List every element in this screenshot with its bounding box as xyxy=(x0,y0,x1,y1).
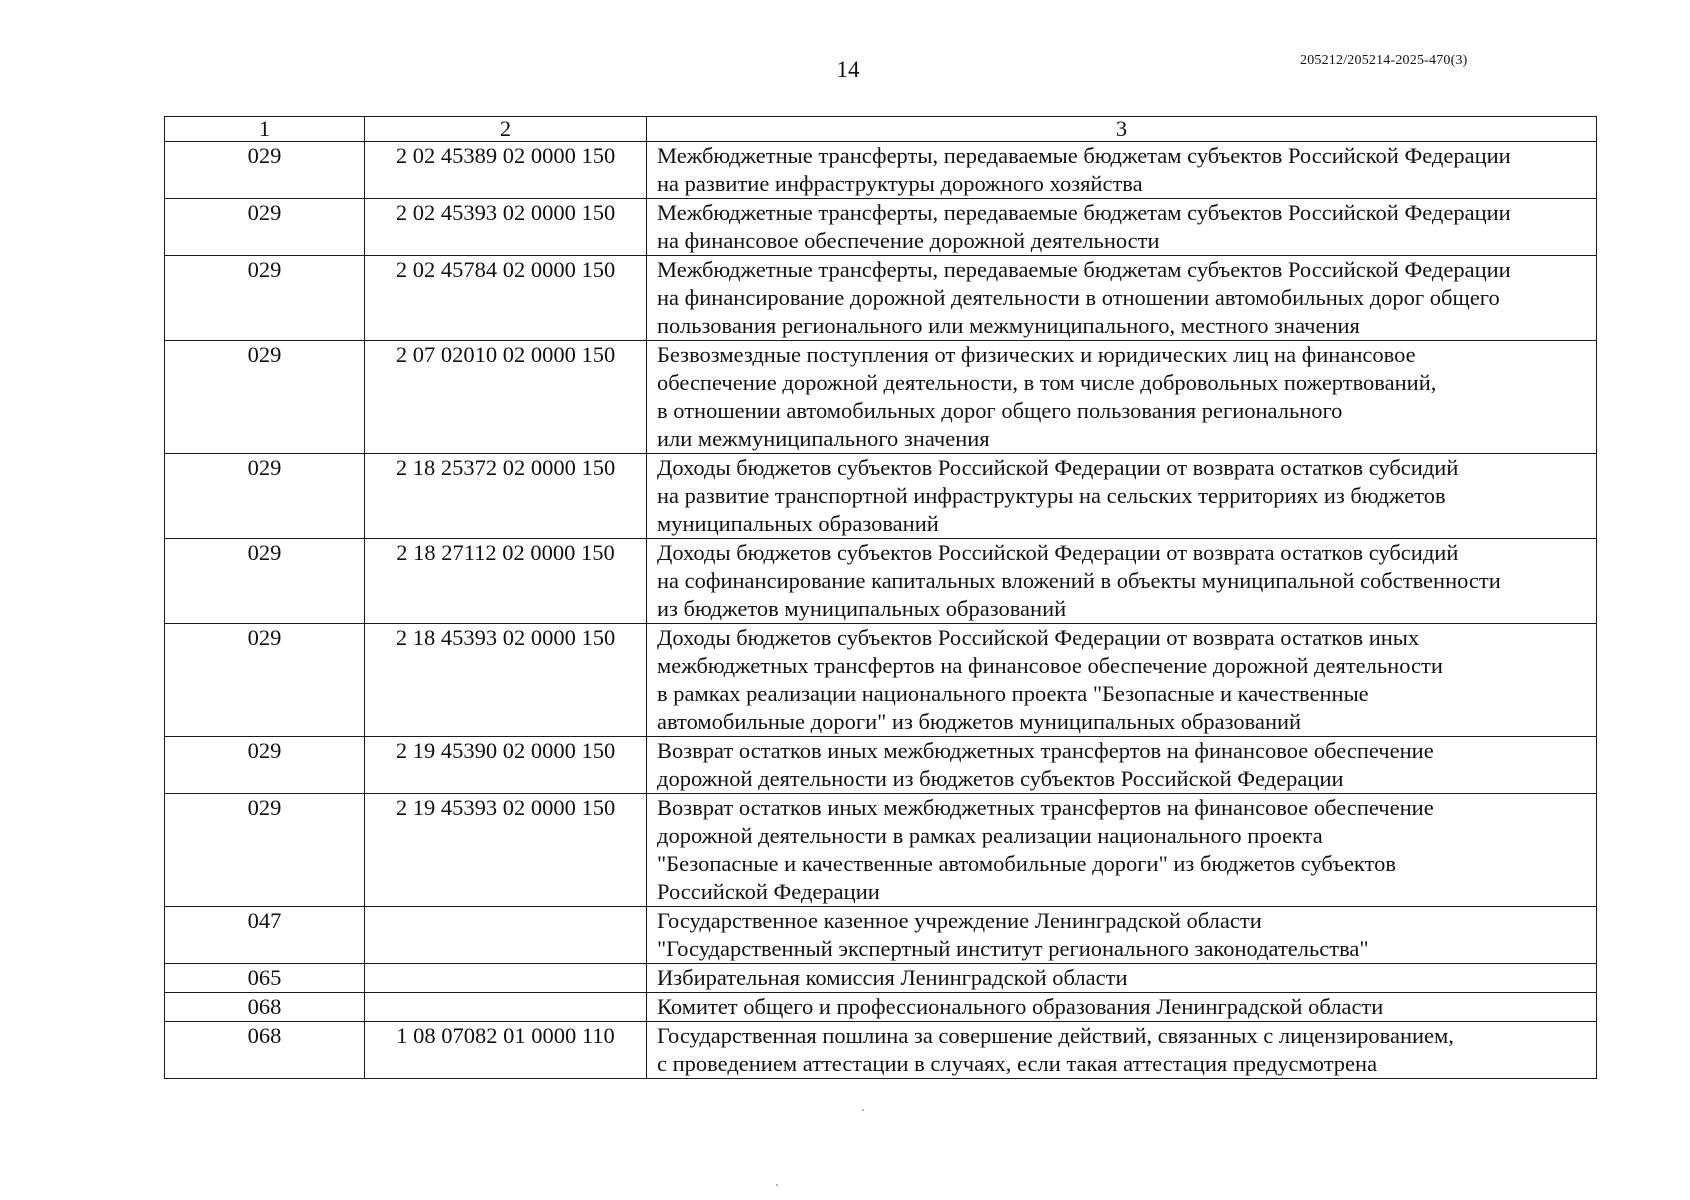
description-cell: Возврат остатков иных межбюджетных трансфертов на финансовое обеспечение дорожной деятельности в рамках реализации национального проекта "Безопасные и качественные автомобильные дороги" из бюджетов субъектов Российской Федерации xyxy=(647,794,1597,907)
admin-code-cell: 029 xyxy=(165,142,365,199)
income-code-cell xyxy=(365,993,647,1022)
column-header-2: 2 xyxy=(365,117,647,142)
table-row xyxy=(165,539,1597,624)
description-cell: Доходы бюджетов субъектов Российской Федерации от возврата остатков субсидий на софинансирование капитальных вложений в объекты муниципальной собственности из бюджетов муниципальных образований xyxy=(647,539,1597,624)
income-code-cell: 2 02 45784 02 0000 150 xyxy=(365,256,647,341)
income-code-cell xyxy=(365,907,647,964)
description-cell: Межбюджетные трансферты, передаваемые бюджетам субъектов Российской Федерации на финансовое обеспечение дорожной деятельности xyxy=(647,199,1597,256)
admin-code-cell: 029 xyxy=(165,794,365,907)
table-row xyxy=(165,1022,1597,1079)
income-code-cell: 2 19 45393 02 0000 150 xyxy=(365,794,647,907)
description-cell: Избирательная комиссия Ленинградской области xyxy=(647,964,1597,993)
description-cell: Государственная пошлина за совершение действий, связанных с лицензированием, с проведением аттестации в случаях, если такая аттестация предусмотрена xyxy=(647,1022,1597,1079)
income-code-cell: 2 18 25372 02 0000 150 xyxy=(365,454,647,539)
table-row xyxy=(165,142,1597,199)
admin-code-cell: 029 xyxy=(165,256,365,341)
description-cell: Комитет общего и профессионального образования Ленинградской области xyxy=(647,993,1597,1022)
admin-code-cell: 068 xyxy=(165,1022,365,1079)
table-row xyxy=(165,199,1597,256)
table-row xyxy=(165,794,1597,907)
income-code-cell: 2 02 45389 02 0000 150 xyxy=(365,142,647,199)
table-row xyxy=(165,907,1597,964)
income-code-cell: 2 18 45393 02 0000 150 xyxy=(365,624,647,737)
table-row xyxy=(165,993,1597,1022)
admin-code-cell: 065 xyxy=(165,964,365,993)
admin-code-cell: 068 xyxy=(165,993,365,1022)
description-cell: Возврат остатков иных межбюджетных трансфертов на финансовое обеспечение дорожной деятельности из бюджетов субъектов Российской Федерации xyxy=(647,737,1597,794)
income-codes-table xyxy=(164,116,1597,1079)
description-cell: Межбюджетные трансферты, передаваемые бюджетам субъектов Российской Федерации на финансирование дорожной деятельности в отношении автомобильных дорог общего пользования регионального или межмуниципального, местного значения xyxy=(647,256,1597,341)
description-cell: Государственное казенное учреждение Ленинградской области "Государственный экспертный институт регионального законодательства" xyxy=(647,907,1597,964)
page-number: 14 xyxy=(836,57,860,82)
admin-code-cell: 029 xyxy=(165,199,365,256)
income-code-cell: 2 07 02010 02 0000 150 xyxy=(365,341,647,454)
table-row xyxy=(165,341,1597,454)
description-cell: Межбюджетные трансферты, передаваемые бюджетам субъектов Российской Федерации на развитие инфраструктуры дорожного хозяйства xyxy=(647,142,1597,199)
admin-code-cell: 029 xyxy=(165,624,365,737)
scan-speck xyxy=(862,1109,864,1111)
income-code-cell: 1 08 07082 01 0000 110 xyxy=(365,1022,647,1079)
table-header-row xyxy=(165,117,1597,142)
scan-speck xyxy=(776,1184,778,1186)
table-body xyxy=(165,117,1597,1079)
income-code-cell xyxy=(365,964,647,993)
admin-code-cell: 029 xyxy=(165,341,365,454)
description-cell: Доходы бюджетов субъектов Российской Федерации от возврата остатков субсидий на развитие транспортной инфраструктуры на сельских территориях из бюджетов муниципальных образований xyxy=(647,454,1597,539)
table-row xyxy=(165,256,1597,341)
admin-code-cell: 029 xyxy=(165,539,365,624)
admin-code-cell: 029 xyxy=(165,737,365,794)
description-cell: Доходы бюджетов субъектов Российской Федерации от возврата остатков иных межбюджетных трансфертов на финансовое обеспечение дорожной деятельности в рамках реализации национального проекта "Безопасные и качественные автомобильные дороги" из бюджетов муниципальных образований xyxy=(647,624,1597,737)
income-code-cell: 2 19 45390 02 0000 150 xyxy=(365,737,647,794)
table-row xyxy=(165,454,1597,539)
document-code: 205212/205214-2025-470(3) xyxy=(1300,53,1468,68)
column-header-1: 1 xyxy=(165,117,365,142)
income-code-cell: 2 02 45393 02 0000 150 xyxy=(365,199,647,256)
column-header-3: 3 xyxy=(647,117,1597,142)
table-row xyxy=(165,624,1597,737)
income-code-cell: 2 18 27112 02 0000 150 xyxy=(365,539,647,624)
table-row xyxy=(165,737,1597,794)
description-cell: Безвозмездные поступления от физических и юридических лиц на финансовое обеспечение дорожной деятельности, в том числе добровольных пожертвований, в отношении автомобильных дорог общего пользования регионального или межмуниципального значения xyxy=(647,341,1597,454)
admin-code-cell: 047 xyxy=(165,907,365,964)
admin-code-cell: 029 xyxy=(165,454,365,539)
table-row xyxy=(165,964,1597,993)
